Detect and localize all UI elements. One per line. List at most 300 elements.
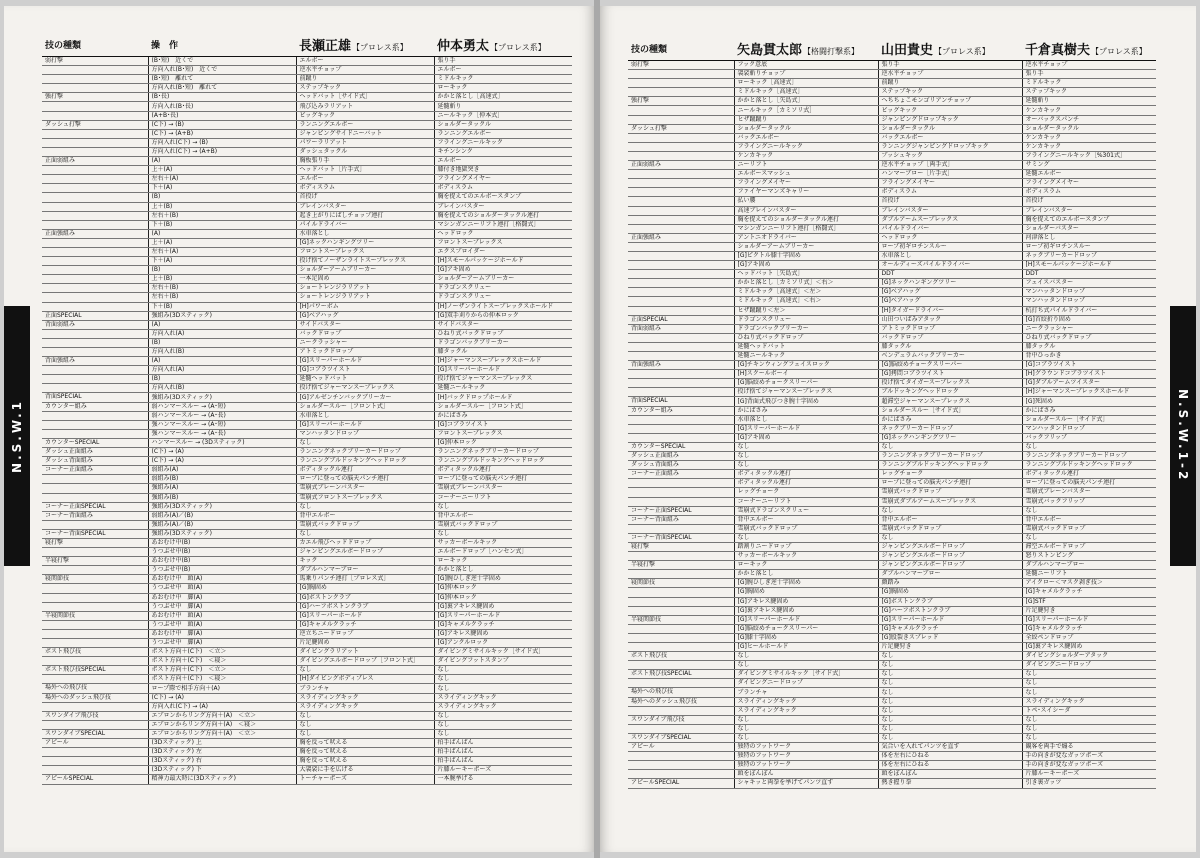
table-row <box>628 679 1156 688</box>
move-cell: 延髄ニールキック <box>434 384 572 393</box>
move-cell: 背中ひっかき <box>1022 352 1156 361</box>
operation-cell: (B) <box>148 338 296 347</box>
move-cell: シャキッと両拳を挙げてパンツ直す <box>734 779 878 788</box>
wrestler-name: 長瀬正雄 <box>299 38 352 54</box>
move-category <box>628 415 734 424</box>
move-cell: なし <box>734 452 878 461</box>
table-row <box>628 724 1156 733</box>
move-cell: 雪崩式ブレーンバスター <box>1022 488 1156 497</box>
move-cell: ショルダーアームブリーカー <box>296 266 434 275</box>
move-cell: オーバックスパンチ <box>1022 115 1156 124</box>
move-category <box>628 151 734 160</box>
table-row <box>628 242 1156 251</box>
move-cell: ショルダーアームブリーカー <box>734 242 878 251</box>
operation-cell: 上＋(A) <box>148 238 296 247</box>
move-cell: なし <box>734 442 878 451</box>
move-category <box>42 602 148 611</box>
operation-cell: ロープ際で相手方向＋(A) <box>148 684 296 693</box>
operation-cell: 弱組み(B) <box>148 475 296 484</box>
table-row <box>42 429 572 438</box>
wrestler-header-5 <box>1022 36 1156 61</box>
table-row <box>628 306 1156 315</box>
table-row <box>42 293 572 302</box>
move-cell: 背中エルボー <box>734 515 878 524</box>
move-cell: なし <box>1022 715 1156 724</box>
move-cell: かにばさみ <box>734 406 878 415</box>
table-row <box>42 493 572 502</box>
move-category <box>42 257 148 266</box>
operation-cell: あおむけ中 脚(A) <box>148 629 296 638</box>
operation-cell: うつぶせ中(B) <box>148 566 296 575</box>
move-cell: なし <box>296 720 434 729</box>
move-category <box>628 679 734 688</box>
move-cell: キック <box>296 557 434 566</box>
move-cell: ミドルキック［高速式］ <box>734 88 878 97</box>
move-cell: なし <box>1022 670 1156 679</box>
move-category: 半寝打撃 <box>42 557 148 566</box>
move-cell: なし <box>1022 533 1156 542</box>
move-cell: なし <box>1022 688 1156 697</box>
move-cell: サイドバスター <box>434 320 572 329</box>
move-category: コーナー正面組み <box>42 466 148 475</box>
move-cell: DDT <box>878 270 1022 279</box>
move-category <box>628 206 734 215</box>
move-category <box>628 224 734 233</box>
operation-cell: あおむけ中 頭(A) <box>148 611 296 620</box>
move-cell: かにばさみ <box>1022 406 1156 415</box>
table-row <box>628 542 1156 551</box>
move-cell: [G]ベアハッグ <box>878 297 1022 306</box>
operation-cell: うつぶせ中 頭(A) <box>148 620 296 629</box>
move-category <box>42 702 148 711</box>
table-row <box>628 670 1156 679</box>
table-row <box>628 106 1156 115</box>
table-row <box>42 411 572 420</box>
table-row <box>628 733 1156 742</box>
move-cell: 投げ捨てジャーマンスープレックス <box>734 388 878 397</box>
move-cell: 首投げ <box>296 193 434 202</box>
move-category: 背面弱組み <box>628 324 734 333</box>
wrestler-style: 【プロレス系】 <box>934 46 990 56</box>
move-cell: 拍手ぱんぱん <box>434 739 572 748</box>
move-cell: ダイビングミサイルキック［サイド式］ <box>434 648 572 657</box>
table-row <box>42 348 572 357</box>
table-row <box>42 620 572 629</box>
operation-cell: 方向入れ(C下) → (B) <box>148 138 296 147</box>
operation-cell: 上＋(A) <box>148 166 296 175</box>
move-category <box>42 138 148 147</box>
move-cell: [G]スリーパーホールド <box>296 420 434 429</box>
move-category: コーナー背面SPECIAL <box>42 529 148 538</box>
move-cell: フライングメイヤー <box>878 179 1022 188</box>
operation-cell: 上＋(B) <box>148 202 296 211</box>
move-cell: なし <box>434 666 572 675</box>
move-category <box>42 111 148 120</box>
operation-cell: (3Dスティック) 上 <box>148 739 296 748</box>
table-row <box>628 552 1156 561</box>
move-cell: ダブルハンマーブロー <box>1022 561 1156 570</box>
move-cell: 水車落とし <box>296 229 434 238</box>
operation-cell: (3Dスティック) 左 <box>148 748 296 757</box>
move-cell: かかと落とし［カミソリ式］＜右＞ <box>734 279 878 288</box>
table-row <box>628 142 1156 151</box>
move-cell: [G]STF <box>1022 597 1156 606</box>
table-row <box>42 484 572 493</box>
move-cell: ローキック［高速式］ <box>734 79 878 88</box>
table-row <box>42 66 572 75</box>
move-cell: 雪崩式バックドロップ <box>296 520 434 529</box>
left-table-body <box>42 57 572 785</box>
move-category <box>628 179 734 188</box>
move-category: ダッシュ打撃 <box>628 124 734 133</box>
operation-cell: エプロンからリング方向＋(A) ＜立＞ <box>148 729 296 738</box>
move-category <box>42 429 148 438</box>
move-cell: ジャンピングエルボードロップ <box>878 542 1022 551</box>
table-row <box>42 457 572 466</box>
operation-cell: 上＋(B) <box>148 275 296 284</box>
table-row <box>42 593 572 602</box>
table-row <box>42 284 572 293</box>
table-row <box>628 643 1156 652</box>
operation-cell: 方向入れ(A) <box>148 329 296 338</box>
move-cell: [H]ダイビングボディプレス <box>296 675 434 684</box>
move-cell: なし <box>878 506 1022 515</box>
move-cell: ロープ初ギロチンスルー <box>1022 242 1156 251</box>
operation-cell: 弱ハンマースルー → (A･短) <box>148 402 296 411</box>
move-cell: 雪崩式バックドロップ <box>734 524 878 533</box>
move-cell: 独特のフットワーク <box>734 743 878 752</box>
move-category <box>42 202 148 211</box>
operation-cell: (B) <box>148 266 296 275</box>
move-cell: エルボー <box>296 57 434 66</box>
move-cell: [H]タイガードライバー <box>878 306 1022 315</box>
move-cell: かかと落とし［高速式］ <box>434 93 572 102</box>
operation-cell: 強組み(A) <box>148 484 296 493</box>
operation-cell: 強組み(B) <box>148 493 296 502</box>
move-cell: [H]スモールパッケージホールド <box>1022 261 1156 270</box>
move-cell: [G]ネックハンギングツリー <box>878 279 1022 288</box>
move-category: 背面SPECIAL <box>42 393 148 402</box>
operation-cell: 左右＋(B) <box>148 293 296 302</box>
move-cell: [G]股裂きスプレッド <box>878 633 1022 642</box>
move-cell: なし <box>296 729 434 738</box>
table-row <box>628 488 1156 497</box>
move-cell: [G]スリーパーホールド <box>734 615 878 624</box>
move-category: アピール <box>628 743 734 752</box>
move-cell: 張り手 <box>1022 70 1156 79</box>
move-category: コーナー背面SPECIAL <box>628 533 734 542</box>
move-cell: なし <box>1022 506 1156 515</box>
move-cell: コーナーニーリフト <box>434 493 572 502</box>
move-category <box>628 370 734 379</box>
table-row <box>42 629 572 638</box>
operation-cell: (B) <box>148 193 296 202</box>
move-cell: [G]脳絞めチョークスリーパー <box>734 379 878 388</box>
table-row <box>628 433 1156 442</box>
table-row <box>42 602 572 611</box>
move-cell: ローキック <box>434 84 572 93</box>
move-cell: ドラゴンバックブリーカー <box>434 338 572 347</box>
move-cell: 逆水平チョップ <box>878 70 1022 79</box>
operation-cell: 左右＋(B) <box>148 284 296 293</box>
move-cell: 片足腱固め <box>296 639 434 648</box>
table-row <box>628 570 1156 579</box>
table-row <box>42 684 572 693</box>
operation-cell: 強ハンマースルー → (A･長) <box>148 429 296 438</box>
move-cell: スライディングキック <box>734 697 878 706</box>
move-cell: 膝タックル <box>434 348 572 357</box>
move-cell: ショルダースルー［サイド式］ <box>878 406 1022 415</box>
move-cell: サッカーボールキック <box>734 552 878 561</box>
table-row <box>628 479 1156 488</box>
table-row <box>42 184 572 193</box>
table-row <box>628 379 1156 388</box>
wrestler-header-1 <box>296 32 434 57</box>
move-cell: ダッシュタックル <box>296 147 434 156</box>
move-cell: レッグチョーク <box>734 488 878 497</box>
table-row <box>628 197 1156 206</box>
table-row <box>628 452 1156 461</box>
move-cell: [G]腕ひしぎ逆十字固め <box>434 575 572 584</box>
move-cell: ショルダーアームブリーカー <box>434 275 572 284</box>
operation-cell: (A) <box>148 157 296 166</box>
move-category <box>42 175 148 184</box>
right-side-tab <box>1170 306 1196 566</box>
move-cell: 胸を捉えてのショルダータックル連打 <box>434 211 572 220</box>
move-category: 正面弱組み <box>42 157 148 166</box>
move-cell: [G]脳絞めチョークスリーパー <box>734 624 878 633</box>
operation-cell: (3Dスティック) 下 <box>148 766 296 775</box>
move-cell: ステップキック <box>296 84 434 93</box>
move-cell: パワーラリアット <box>296 138 434 147</box>
move-cell: なし <box>296 502 434 511</box>
table-row <box>42 538 572 547</box>
move-cell: スライディングキック <box>734 706 878 715</box>
operation-cell: (C下) → (B) <box>148 120 296 129</box>
move-category: カウンター組み <box>42 402 148 411</box>
move-cell: [G]キャメルクラッチ <box>878 624 1022 633</box>
move-cell: [G]アキ固め <box>734 261 878 270</box>
move-category: ダッシュ背面組み <box>42 457 148 466</box>
table-row <box>628 770 1156 779</box>
move-cell: 胸を反って吠える <box>296 739 434 748</box>
move-cell: ダイビングミサイルキック［サイド式］ <box>734 670 878 679</box>
move-cell: ロープに登っての脳天パンチ連打 <box>878 479 1022 488</box>
move-cell: かにばさみ <box>434 411 572 420</box>
move-cell: なし <box>434 529 572 538</box>
move-cell: [G]コブラツイスト <box>434 420 572 429</box>
move-cell: 飛び込みラリアット <box>296 102 434 111</box>
move-category <box>628 379 734 388</box>
table-row <box>628 615 1156 624</box>
table-row <box>628 324 1156 333</box>
table-row <box>42 275 572 284</box>
move-category <box>628 279 734 288</box>
move-category <box>628 633 734 642</box>
move-cell: 踏割りニードロップ <box>734 542 878 551</box>
move-category <box>42 766 148 775</box>
table-row <box>628 561 1156 570</box>
right-table-header <box>628 36 1156 61</box>
move-category: 場外への飛び技 <box>42 684 148 693</box>
move-category: ポスト飛び技 <box>628 652 734 661</box>
move-cell: ダイビングエルボードロップ［フロント式］ <box>296 657 434 666</box>
move-cell: ヘッドバット［矢島式］ <box>734 270 878 279</box>
move-category <box>42 220 148 229</box>
move-cell: なし <box>878 697 1022 706</box>
right-move-table <box>628 36 1156 789</box>
table-row <box>628 352 1156 361</box>
table-row <box>628 342 1156 351</box>
move-cell: 逆水平チョップ <box>1022 61 1156 70</box>
table-row <box>628 706 1156 715</box>
move-cell: 延髄ニールキック <box>734 352 878 361</box>
move-cell: ヒザ蹴蹴り＜左＞ <box>734 306 878 315</box>
table-row <box>628 79 1156 88</box>
table-row <box>42 511 572 520</box>
table-row <box>628 70 1156 79</box>
operation-cell: (A) <box>148 357 296 366</box>
operation-cell: 方向入れ(B･短) 離れて <box>148 84 296 93</box>
move-cell: 雪崩式フロントスープレックス <box>296 493 434 502</box>
move-cell: フロントスープレックス <box>434 238 572 247</box>
move-cell: 拍手ぱんぱん <box>434 757 572 766</box>
left-move-table <box>42 32 572 785</box>
move-cell: 前蹴り <box>296 75 434 84</box>
table-row <box>628 633 1156 642</box>
table-row <box>42 220 572 229</box>
move-cell: [G]胸固め <box>878 588 1022 597</box>
move-category <box>628 524 734 533</box>
operation-cell: 強組み(3Dスティック) <box>148 529 296 538</box>
move-cell: ミドルキック［高速式］＜右＞ <box>734 297 878 306</box>
operation-cell: ポスト方向＋(C下) ＜寝＞ <box>148 657 296 666</box>
move-cell: [H]スモールパッケージホールド <box>434 257 572 266</box>
move-cell: なし <box>734 733 878 742</box>
move-cell: ショルダータックル <box>1022 124 1156 133</box>
move-cell: [G]死固め <box>1022 397 1156 406</box>
move-category <box>628 142 734 151</box>
move-category <box>628 115 734 124</box>
move-cell: 気合いを入れてパンツを直す <box>878 743 1022 752</box>
table-row <box>628 524 1156 533</box>
move-cell: [G]胸固め <box>734 588 878 597</box>
move-category <box>42 748 148 757</box>
move-cell: [H]グラウンドコブラツイスト <box>1022 370 1156 379</box>
move-cell: [G]首絞折り固め <box>1022 315 1156 324</box>
move-cell: トーチャーポーズ <box>296 775 434 784</box>
move-cell: ローキック <box>434 557 572 566</box>
table-row <box>42 357 572 366</box>
move-cell: 胸板張り手 <box>296 157 434 166</box>
operation-cell: 弱ハンマースルー → (A･長) <box>148 411 296 420</box>
move-cell: ショートレンジラリアット <box>296 293 434 302</box>
move-category <box>42 184 148 193</box>
move-cell: ジャンピングエルボードロップ <box>878 561 1022 570</box>
move-category <box>42 720 148 729</box>
move-cell: ジャンピングエルボードロップ <box>878 552 1022 561</box>
table-row <box>42 657 572 666</box>
operation-cell: うつぶせ中 脚(A) <box>148 602 296 611</box>
move-cell: ブレインバスター <box>434 202 572 211</box>
move-cell: 顔踏み <box>878 579 1022 588</box>
move-cell: 胸を捉えてのエルボースタンプ <box>1022 215 1156 224</box>
move-category <box>628 570 734 579</box>
table-row <box>42 393 572 402</box>
move-cell: [G]ヒールホールド <box>734 643 878 652</box>
operation-cell: (C下) → (A) <box>148 457 296 466</box>
move-cell: マンハッタンドロップ <box>1022 297 1156 306</box>
move-cell: パイルドライバー <box>296 220 434 229</box>
move-category <box>628 133 734 142</box>
left-table-header <box>42 32 572 57</box>
move-category <box>628 624 734 633</box>
move-cell: 前蹴り <box>878 79 1022 88</box>
move-category: 正面強組み <box>42 229 148 238</box>
move-category <box>628 433 734 442</box>
operation-cell: あおむけ中 頭(A) <box>148 575 296 584</box>
table-row <box>628 506 1156 515</box>
move-category <box>42 675 148 684</box>
operation-cell: あおむけ中(B) <box>148 538 296 547</box>
move-cell: アイクロー＜マスク剥ぎ技＞ <box>1022 579 1156 588</box>
table-row <box>628 743 1156 752</box>
move-category: 弱打撃 <box>42 57 148 66</box>
move-category: 寝打撃 <box>628 542 734 551</box>
move-category <box>628 770 734 779</box>
table-row <box>628 497 1156 506</box>
operation-cell: 下＋(A) <box>148 184 296 193</box>
table-row <box>628 151 1156 160</box>
operation-cell: 左右＋(A) <box>148 175 296 184</box>
move-cell: なし <box>1022 733 1156 742</box>
move-cell: [G]キャメルクラッチ <box>1022 588 1156 597</box>
table-row <box>628 370 1156 379</box>
move-cell: マシンガンニーリフト連打［格闘式］ <box>734 224 878 233</box>
move-cell: 手の向きが変なガッツポーズ <box>1022 761 1156 770</box>
move-cell: 片膝ルーキーポーズ <box>434 766 572 775</box>
move-cell: ひねり式バックドロップ <box>1022 333 1156 342</box>
move-cell: ショルダースルー［フロント式］ <box>434 402 572 411</box>
move-cell: [G]ハーフボストンクラブ <box>878 606 1022 615</box>
category-header: 技の種類 <box>628 36 734 61</box>
move-cell: なし <box>1022 724 1156 733</box>
move-cell: スライディングキック <box>296 702 434 711</box>
table-row <box>628 233 1156 242</box>
move-cell: [G]双手刈りからの仲本ロック <box>434 311 572 320</box>
table-row <box>42 566 572 575</box>
table-row <box>42 57 572 66</box>
move-cell: ミドルキック <box>1022 79 1156 88</box>
table-row <box>628 424 1156 433</box>
move-cell: サッカーボールキック <box>434 538 572 547</box>
move-cell: なし <box>878 652 1022 661</box>
move-category <box>628 79 734 88</box>
move-cell: ロープに登っての脳天パンチ連打 <box>434 475 572 484</box>
move-cell: アトミックドロップ <box>296 348 434 357</box>
wrestler-header-4 <box>878 36 1022 61</box>
move-cell: なし <box>296 711 434 720</box>
move-cell: [G]アキレス腱固め <box>734 597 878 606</box>
move-cell: マンハッタンドロップ <box>296 429 434 438</box>
move-category: 弱打撃 <box>628 61 734 70</box>
move-category: コーナー背面組み <box>628 515 734 524</box>
move-category: 半寝関節技 <box>628 615 734 624</box>
move-cell: [G]コブラツイスト <box>1022 361 1156 370</box>
move-cell: フライングメイヤー <box>1022 179 1156 188</box>
move-cell: 雪崩式バックドロップ <box>878 488 1022 497</box>
move-category: ダッシュ正面組み <box>628 452 734 461</box>
